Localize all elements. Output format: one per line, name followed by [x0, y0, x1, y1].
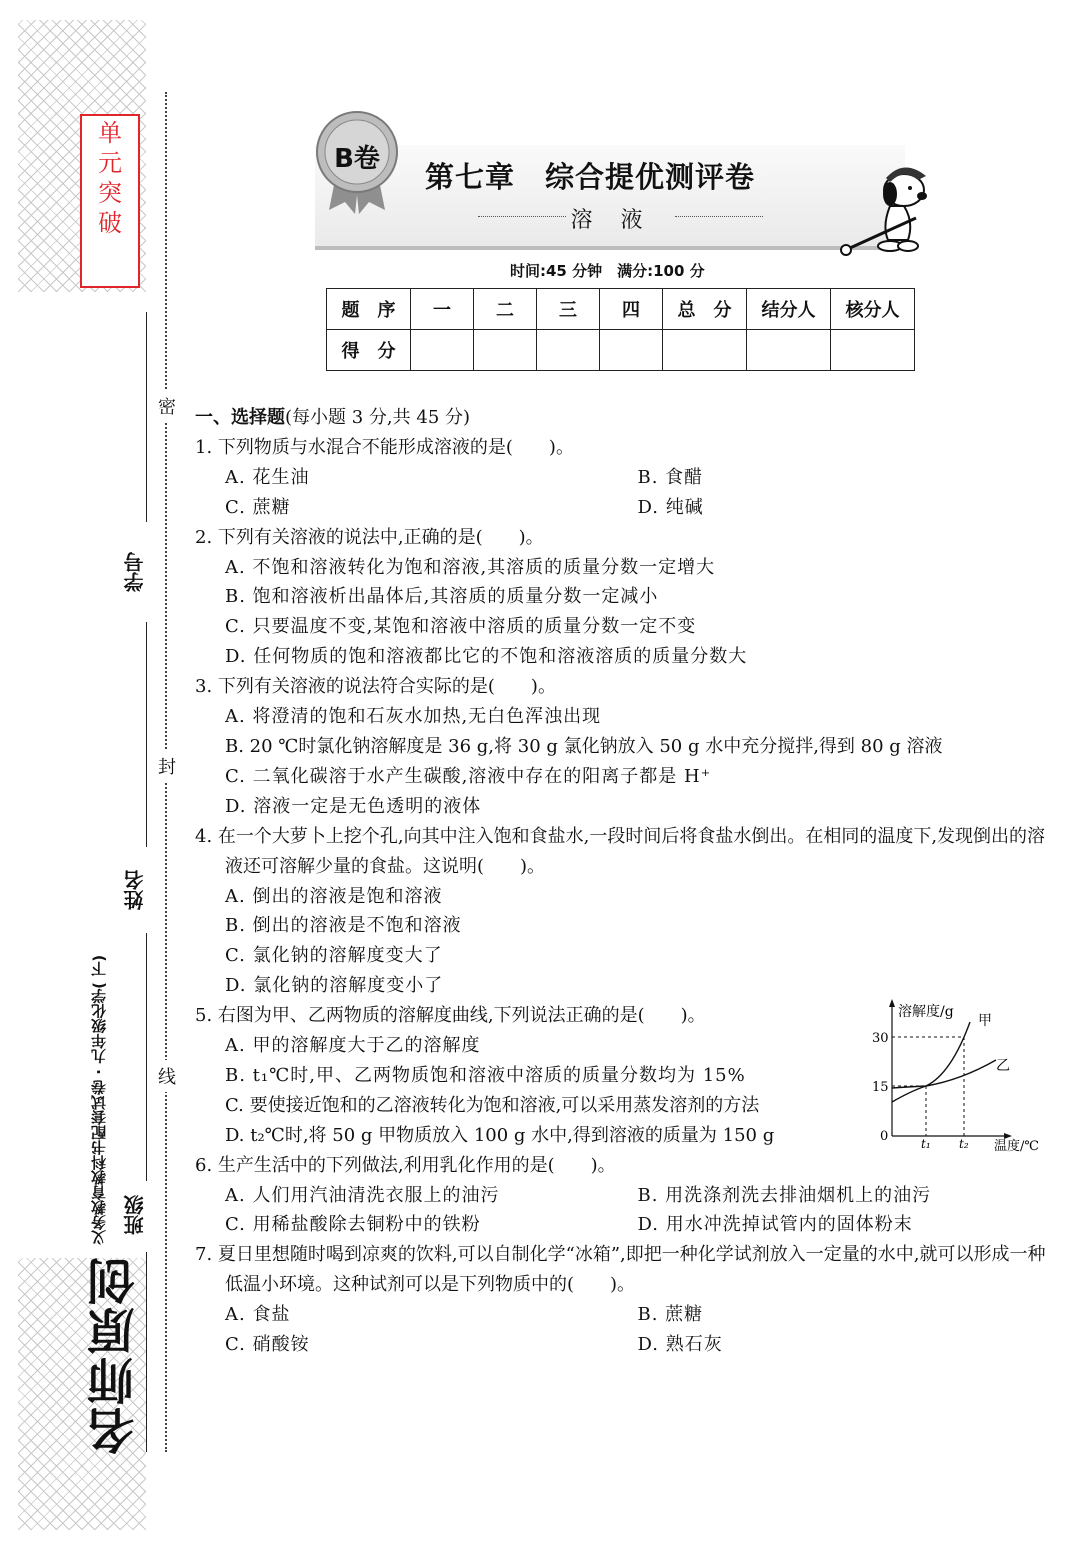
unit-stamp [80, 114, 140, 288]
y-axis-label: 溶解度/g [898, 1004, 954, 1020]
time-and-score-info: 时间:45 分钟 满分:100 分 [510, 262, 705, 280]
brand-logo-text: 名师原创 [87, 1255, 143, 1455]
curve-yi [892, 1060, 996, 1088]
option-b[interactable]: B. 食醋 [637, 466, 704, 488]
option-c[interactable]: C. 蔗糖 [225, 496, 291, 518]
option-d[interactable]: D. 溶液一定是无色透明的液体 [225, 795, 482, 817]
seal-word-mi: 密 [156, 390, 178, 422]
question-stem: 3. 下列有关溶液的说法符合实际的是( )。 [195, 676, 556, 698]
curve-yi-label: 乙 [996, 1058, 1010, 1074]
option-d[interactable]: D. t₂℃时,将 50 g 甲物质放入 100 g 水中,得到溶液的质量为 150 g [225, 1124, 775, 1146]
option-a[interactable]: A. 将澄清的饱和石灰水加热,无白色浑浊出现 [225, 706, 602, 728]
paper-type-badge: B卷 [334, 144, 380, 174]
option-row [195, 493, 1050, 523]
option-row [195, 1210, 1050, 1240]
score-input-cell[interactable] [537, 330, 600, 371]
y-axis-arrow-icon [889, 999, 895, 1007]
option-a[interactable]: A. 人们用汽油清洗衣服上的油污 [225, 1184, 500, 1206]
x-tick-label: t₁ [921, 1137, 931, 1151]
chapter-subtitle: 溶液 [478, 203, 763, 234]
question-stem: 4. 在一个大萝卜上挖个孔,向其中注入饱和食盐水,一段时间后将食盐水倒出。在相同的温度下,发现倒出的溶液还可溶解少量的食盐。这说明( )。 [195, 825, 1046, 877]
curve-jia [892, 1022, 970, 1102]
option-b[interactable]: B. 倒出的溶液是不饱和溶液 [225, 915, 462, 937]
option-row [195, 1181, 1050, 1211]
table-cell: 三 [537, 289, 600, 330]
question-stem: 5. 右图为甲、乙两物质的溶解度曲线,下列说法正确的是( )。 [195, 1005, 706, 1027]
series-title: 义务教育教科书配套试卷 · 九年级化学( 下) [90, 954, 108, 1245]
table-cell: 得 分 [327, 330, 411, 371]
seal-word-feng: 封 [156, 750, 178, 782]
option-a[interactable]: A. 甲的溶解度大于乙的溶解度 [225, 1035, 481, 1057]
score-input-cell[interactable] [474, 330, 537, 371]
option-c[interactable]: C. 硝酸铵 [225, 1334, 310, 1356]
option-d[interactable]: D. 熟石灰 [637, 1334, 723, 1356]
field-line [146, 312, 147, 522]
option-c[interactable]: C. 要使接近饱和的乙溶液转化为饱和溶液,可以采用蒸发溶剂的方法 [225, 1094, 760, 1116]
option-a[interactable]: A. 不饱和溶液转化为饱和溶液,其溶质的质量分数一定增大 [225, 556, 716, 578]
option-b[interactable]: B. 蔗糖 [637, 1304, 704, 1326]
question-stem: 6. 生产生活中的下列做法,利用乳化作用的是( )。 [195, 1154, 616, 1176]
section-title: 一、选择题 [195, 407, 285, 428]
option-c[interactable]: C. 二氧化碳溶于水产生碳酸,溶液中存在的阳离子都是 H⁺ [225, 765, 712, 787]
section-note: (每小题 3 分,共 45 分) [285, 407, 471, 428]
cartoon-dog-golfer-icon [838, 156, 934, 256]
name-label: 姓名 [123, 870, 147, 910]
question-stem: 2. 下列有关溶液的说法中,正确的是( )。 [195, 526, 544, 548]
question-list [195, 403, 1050, 1360]
student-number-label: 学号 [123, 552, 147, 592]
option-a[interactable]: A. 食盐 [225, 1304, 291, 1326]
score-input-cell[interactable] [411, 330, 474, 371]
option-a[interactable]: A. 倒出的溶液是饱和溶液 [225, 885, 443, 907]
table-cell: 一 [411, 289, 474, 330]
table-cell: 总 分 [663, 289, 747, 330]
option-c[interactable]: C. 用稀盐酸除去铜粉中的铁粉 [225, 1214, 481, 1236]
question-stem: 1. 下列物质与水混合不能形成溶液的是( )。 [195, 436, 574, 458]
x-axis-label: 温度/℃ [994, 1139, 1039, 1154]
x-tick-label: t₂ [959, 1137, 969, 1151]
y-tick-label: 15 [872, 1080, 889, 1095]
stamp-char: 元 [98, 149, 122, 177]
section-heading [195, 403, 1050, 433]
field-line [146, 622, 147, 847]
option-row [195, 463, 1050, 493]
option-c[interactable]: C. 只要温度不变,某饱和溶液中溶质的质量分数一定不变 [225, 616, 697, 638]
option-b[interactable]: B. 用洗涤剂洗去排油烟机上的油污 [637, 1184, 932, 1206]
score-input-cell[interactable] [831, 330, 915, 371]
score-input-cell[interactable] [747, 330, 831, 371]
y-tick-label: 30 [872, 1031, 889, 1046]
curve-jia-label: 甲 [978, 1013, 992, 1029]
seal-word-xian: 线 [156, 1060, 178, 1092]
chapter-title: 第七章 综合提优测评卷 [425, 160, 756, 194]
option-row [195, 1300, 1050, 1330]
option-d[interactable]: D. 氯化钠的溶解度变小了 [225, 975, 444, 997]
option-d[interactable]: D. 纯碱 [637, 496, 704, 518]
option-d[interactable]: D. 任何物质的饱和溶液都比它的不饱和溶液溶质的质量分数大 [225, 646, 748, 668]
y-tick-label: 0 [880, 1129, 889, 1144]
stamp-char: 突 [98, 179, 122, 207]
option-b[interactable]: B. 20 ℃时氯化钠溶解度是 36 g,将 30 g 氯化钠放入 50 g 水中充分搅拌,得到 80 g 溶液 [225, 735, 943, 757]
class-label: 班级 [123, 1195, 147, 1235]
option-b[interactable]: B. 饱和溶液析出晶体后,其溶质的质量分数一定减小 [225, 586, 659, 608]
option-d[interactable]: D. 用水冲洗掉试管内的固体粉末 [637, 1214, 913, 1236]
table-cell: 二 [474, 289, 537, 330]
table-cell: 结分人 [747, 289, 831, 330]
option-a[interactable]: A. 花生油 [225, 466, 310, 488]
table-cell: 核分人 [831, 289, 915, 330]
table-cell: 题 序 [327, 289, 411, 330]
question-stem: 7. 夏日里想随时喝到凉爽的饮料,可以自制化学“冰箱”,即把一种化学试剂放入一定量的水中,就可以形成一种低温小环境。这种试剂可以是下列物质中的( )。 [195, 1244, 1046, 1296]
score-input-cell[interactable] [600, 330, 663, 371]
option-row [195, 1330, 1050, 1360]
score-table-score-row [327, 330, 915, 371]
option-b[interactable]: B. t₁℃时,甲、乙两物质饱和溶液中溶质的质量分数均为 15% [225, 1064, 746, 1086]
solubility-curve-graph [866, 996, 1051, 1156]
table-cell: 四 [600, 289, 663, 330]
score-input-cell[interactable] [663, 330, 747, 371]
option-c[interactable]: C. 氯化钠的溶解度变大了 [225, 945, 443, 967]
score-table [326, 288, 915, 371]
score-table-header-row [327, 289, 915, 330]
stamp-char: 单 [98, 119, 122, 147]
stamp-char: 破 [98, 209, 122, 237]
field-line [146, 933, 147, 1181]
